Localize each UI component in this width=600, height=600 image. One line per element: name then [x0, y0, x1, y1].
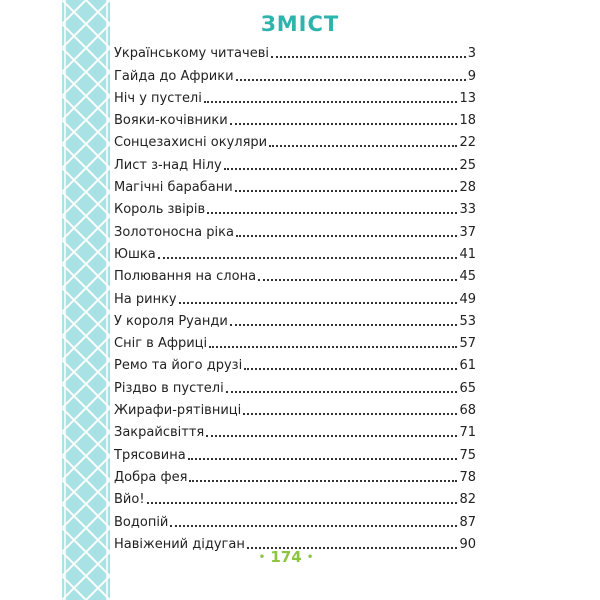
toc-entry: [114, 85, 476, 107]
toc-entry: [114, 464, 476, 486]
toc-entry: [114, 308, 476, 330]
toc-entry-title: Вояки-кочівники: [114, 113, 228, 129]
page-number: [248, 548, 324, 566]
toc-entry-page: 57: [459, 336, 476, 352]
dot-leader: [243, 413, 457, 415]
dot-leader: [206, 435, 457, 437]
toc-entry-page: 87: [459, 514, 476, 530]
toc-entry-title: Полювання на слона: [114, 269, 257, 285]
bullet-right-icon: •: [306, 552, 314, 563]
toc-entry-page: 82: [459, 492, 476, 508]
table-of-contents: [114, 40, 476, 553]
toc-entry-title: Ніч у пустелі: [114, 90, 202, 106]
decorative-border: [62, 0, 110, 600]
dot-leader: [236, 79, 466, 81]
toc-entry-title: Закрайсвіття: [114, 425, 205, 441]
toc-entry: [114, 285, 476, 307]
toc-entry-title: Ремо та його друзі: [114, 358, 243, 374]
toc-entry-page: 75: [459, 447, 476, 463]
toc-entry-title: Сніг в Африці: [114, 336, 208, 352]
toc-entry-title: На ринку: [114, 291, 177, 307]
dot-leader: [209, 346, 457, 348]
toc-entry-title: Лист з-над Нілу: [114, 157, 222, 173]
toc-entry-title: Водопій: [114, 514, 169, 530]
toc-entry-page: 78: [459, 469, 476, 485]
toc-entry-title: Навіжений дідуган: [114, 536, 245, 552]
toc-entry-page: 61: [459, 358, 476, 374]
toc-entry: [114, 330, 476, 352]
toc-entry-page: 45: [459, 269, 476, 285]
toc-entry-title: Юшка: [114, 246, 156, 262]
dot-leader: [230, 324, 458, 326]
toc-entry-page: 53: [459, 313, 476, 329]
dot-leader: [207, 212, 457, 214]
dot-leader: [158, 257, 458, 259]
toc-entry-title: Магічні барабани: [114, 180, 233, 196]
toc-entry-page: 3: [467, 46, 476, 62]
toc-entry: [114, 397, 476, 419]
toc-entry-title: Вйо!: [114, 492, 145, 508]
toc-entry: [114, 374, 476, 396]
toc-entry-title: Трясовина: [114, 447, 186, 463]
toc-entry-title: Добра фея: [114, 469, 188, 485]
dot-leader: [204, 101, 458, 103]
toc-entry: [114, 241, 476, 263]
toc-entry-page: 90: [459, 536, 476, 552]
dot-leader: [269, 145, 457, 147]
toc-entry-title: Золотоносна ріка: [114, 224, 234, 240]
page-title: ЗМІСТ: [260, 12, 340, 36]
toc-entry-page: 71: [459, 425, 476, 441]
toc-entry-page: 28: [459, 180, 476, 196]
dot-leader: [244, 368, 457, 370]
toc-entry: [114, 508, 476, 530]
toc-entry-title: Сонцезахисні окуляри: [114, 135, 268, 151]
bullet-left-icon: •: [258, 552, 266, 563]
toc-entry: [114, 218, 476, 240]
dot-leader: [170, 525, 457, 527]
toc-entry-title: Різдво в пустелі: [114, 380, 224, 396]
toc-entry: [114, 486, 476, 508]
toc-entry-page: 9: [467, 68, 476, 84]
toc-entry-title: Король звірів: [114, 202, 206, 218]
toc-entry: [114, 174, 476, 196]
toc-entry-page: 18: [459, 113, 476, 129]
toc-entry: [114, 263, 476, 285]
toc-entry-page: 25: [459, 157, 476, 173]
toc-entry: [114, 419, 476, 441]
toc-entry-page: 65: [459, 380, 476, 396]
toc-entry: [114, 107, 476, 129]
dot-leader: [188, 458, 458, 460]
dot-leader: [179, 302, 458, 304]
toc-entry-page: 33: [459, 202, 476, 218]
toc-entry-title: Гайда до Африки: [114, 68, 234, 84]
toc-entry-page: 68: [459, 403, 476, 419]
dot-leader: [271, 56, 466, 58]
lattice-pattern-icon: [62, 0, 110, 600]
toc-entry: [114, 62, 476, 84]
toc-entry-page: 41: [459, 246, 476, 262]
toc-entry: [114, 129, 476, 151]
toc-entry-title: У короля Руанди: [114, 313, 228, 329]
toc-entry-page: 22: [459, 135, 476, 151]
page-number-value: 174: [270, 548, 302, 566]
toc-entry-title: Українському читачеві: [114, 46, 269, 62]
toc-entry-title: Жирафи-рятівниці: [114, 403, 242, 419]
dot-leader: [224, 168, 458, 170]
dot-leader: [235, 190, 458, 192]
toc-entry: [114, 40, 476, 62]
dot-leader: [236, 235, 457, 237]
dot-leader: [147, 502, 458, 504]
toc-entry-page: 13: [459, 90, 476, 106]
dot-leader: [226, 391, 458, 393]
dot-leader: [258, 279, 457, 281]
toc-entry: [114, 352, 476, 374]
toc-entry-page: 37: [459, 224, 476, 240]
dot-leader: [189, 480, 457, 482]
dot-leader: [230, 123, 458, 125]
toc-entry: [114, 151, 476, 173]
toc-entry-page: 49: [459, 291, 476, 307]
toc-entry: [114, 441, 476, 463]
toc-entry: [114, 196, 476, 218]
